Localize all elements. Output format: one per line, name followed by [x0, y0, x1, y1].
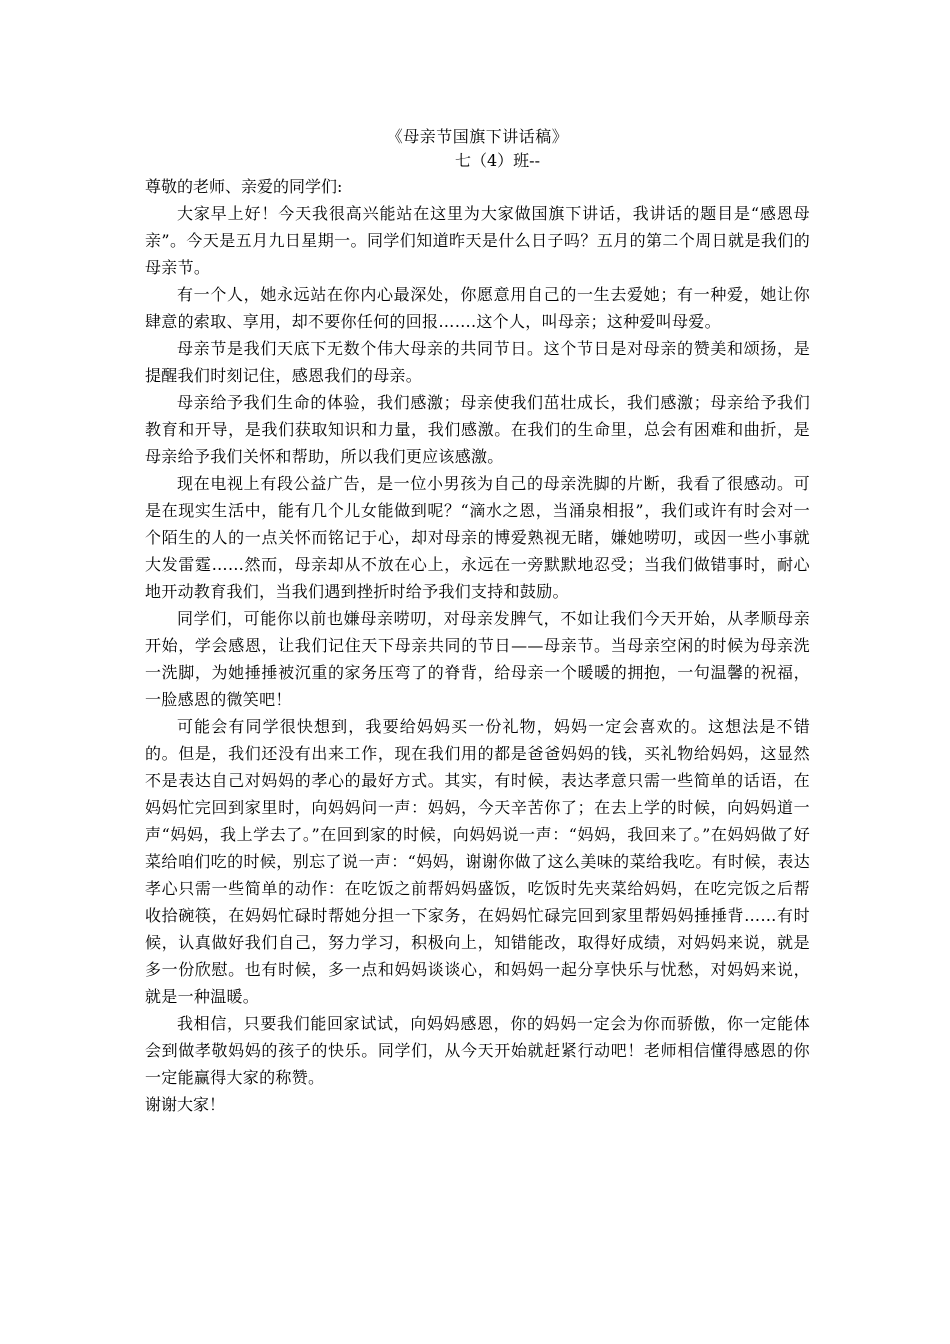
paragraph-mother-love: 有一个人，她永远站在你内心最深处，你愿意用自己的一生去爱她；有一种爱，她让你肆意的索取、享用，却不要你任何的回报…….这个人，叫母亲；这种爱叫母爱。: [145, 285, 810, 331]
document-title: 《母亲节国旗下讲话稿》: [386, 127, 569, 146]
paragraph-gratitude: 母亲给予我们生命的体验，我们感激；母亲使我们茁壮成长，我们感激；母亲给予我们教育和开导，是我们获取知识和力量，我们感激。在我们的生命里，总会有困难和曲折，是母亲给予我们关怀和帮助，所以我们更应该感激。: [145, 393, 810, 466]
paragraph-call-to-action: 同学们，可能你以前也嫌母亲唠叨，对母亲发脾气，不如让我们今天开始，从孝顺母亲开始，学会感恩，让我们记住天下母亲共同的节日——母亲节。当母亲空闲的时候为母亲洗一洗脚，为她捶捶被沉重的家务压弯了的脊背，给母亲一个暖暖的拥抱，一句温馨的祝福，一脸感恩的微笑吧！: [145, 609, 810, 709]
class-line: 七（4）班--: [455, 151, 540, 170]
closing-thanks: 谢谢大家！: [145, 1095, 226, 1114]
paragraph-opening: 大家早上好！今天我很高兴能站在这里为大家做国旗下讲话，我讲话的题目是“感恩母亲”。今天是五月九日星期一。同学们知道昨天是什么日子吗？五月的第二个周日就是我们的母亲节。: [145, 204, 810, 277]
paragraph-mothers-day: 母亲节是我们天底下无数个伟大母亲的共同节日。这个节日是对母亲的赞美和颂扬，是提醒我们时刻记住，感恩我们的母亲。: [145, 339, 810, 385]
greeting: 尊敬的老师、亲爱的同学们:: [145, 177, 343, 196]
paragraph-conclusion: 我相信，只要我们能回家试试，向妈妈感恩，你的妈妈一定会为你而骄傲，你一定能体会到做孝敬妈妈的孩子的快乐。同学们，从今天开始就赶紧行动吧！老师相信懂得感恩的你一定能赢得大家的称赞。: [145, 1014, 810, 1087]
paragraph-gift-idea: 可能会有同学很快想到，我要给妈妈买一份礼物，妈妈一定会喜欢的。这想法是不错的。但是，我们还没有出来工作，现在我们用的都是爸爸妈妈的钱，买礼物给妈妈，这显然不是表达自己对妈妈的孝心的最好方式。其实，有时候，表达孝意只需一些简单的话语，在妈妈忙完回到家里时，向妈妈问一声：妈妈，今天辛苦你了；在去上学的时候，向妈妈道一声“妈妈，我上学去了。”在回到家的时候，向妈妈说一声：“妈妈，我回来了。”在妈妈做了好菜给咱们吃的时候，别忘了说一声：“妈妈，谢谢你做了这么美味的菜给我吃。有时候，表达孝心只需一些简单的动作：在吃饭之前帮妈妈盛饭，吃饭时先夹菜给妈妈，在吃完饭之后帮收拾碗筷，在妈妈忙碌时帮她分担一下家务，在妈妈忙碌完回到家里帮妈妈捶捶背……有时候，认真做好我们自己，努力学习，积极向上，知错能改，取得好成绩，对妈妈来说，就是多一份欣慰。也有时候，多一点和妈妈谈谈心，和妈妈一起分享快乐与忧愁，对妈妈来说，就是一种温暖。: [145, 717, 810, 1006]
paragraph-advertisement: 现在电视上有段公益广告，是一位小男孩为自己的母亲洗脚的片断，我看了很感动。可是在现实生活中，能有几个儿女能做到呢？“滴水之恩，当涌泉相报”，我们或许有时会对一个陌生的人的一点关怀而铭记于心，却对母亲的博爱熟视无睹，嫌她唠叨，或因一些小事就大发雷霆……然而，母亲却从不放在心上，永远在一旁默默地忍受；当我们做错事时，耐心地开动教育我们，当我们遇到挫折时给予我们支持和鼓励。: [145, 474, 810, 601]
document-page: [145, 125, 810, 1118]
